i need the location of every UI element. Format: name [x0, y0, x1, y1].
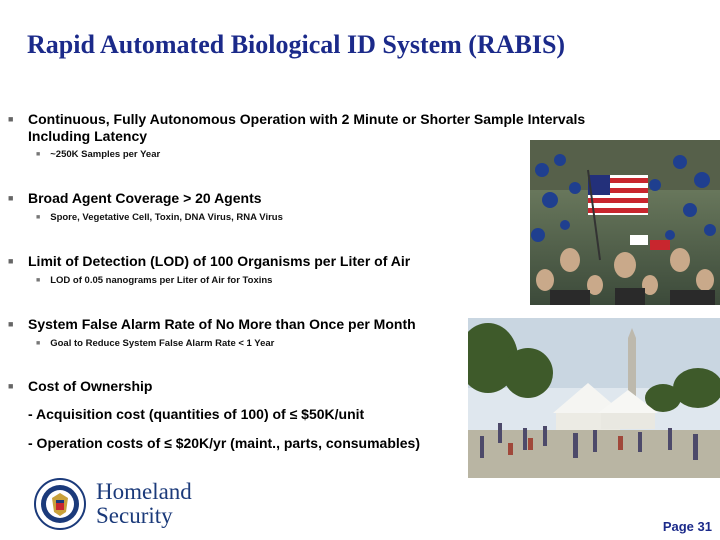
square-bullet-icon: ■	[8, 256, 14, 266]
square-bullet-icon: ■	[36, 340, 41, 347]
dhs-seal-icon	[34, 478, 86, 530]
square-bullet-icon: ■	[36, 277, 41, 284]
logo-line-security: Security	[96, 503, 173, 528]
cost-acquisition: - Acquisition cost (quantities of 100) of ≤ $50K/unit	[28, 406, 365, 422]
square-bullet-icon: ■	[8, 193, 14, 203]
crowd-photo	[530, 140, 720, 305]
page-title: Rapid Automated Biological ID System (RABIS)	[27, 30, 566, 59]
square-bullet-icon: ■	[8, 319, 14, 329]
sub-bullet-agents: ■ Spore, Vegetative Cell, Toxin, DNA Virus, RNA Virus	[36, 212, 283, 223]
sub-bullet-false-alarm-goal: ■ Goal to Reduce System False Alarm Rate < 1 Year	[36, 338, 275, 349]
square-bullet-icon: ■	[8, 381, 14, 391]
square-bullet-icon: ■	[36, 151, 41, 158]
sub-bullet-toxins: ■ LOD of 0.05 nanograms per Liter of Air for Toxins	[36, 275, 273, 286]
festival-photo	[468, 318, 720, 478]
square-bullet-icon: ■	[8, 114, 14, 124]
homeland-security-logo	[34, 478, 224, 528]
cost-operation: - Operation costs of ≤ $20K/yr (maint., parts, consumables)	[28, 435, 420, 451]
logo-line-homeland: Homeland	[96, 479, 192, 504]
sub-bullet-samples: ■ ~250K Samples per Year	[36, 149, 161, 160]
square-bullet-icon: ■	[36, 214, 41, 221]
page-number: Page 31	[662, 519, 712, 534]
